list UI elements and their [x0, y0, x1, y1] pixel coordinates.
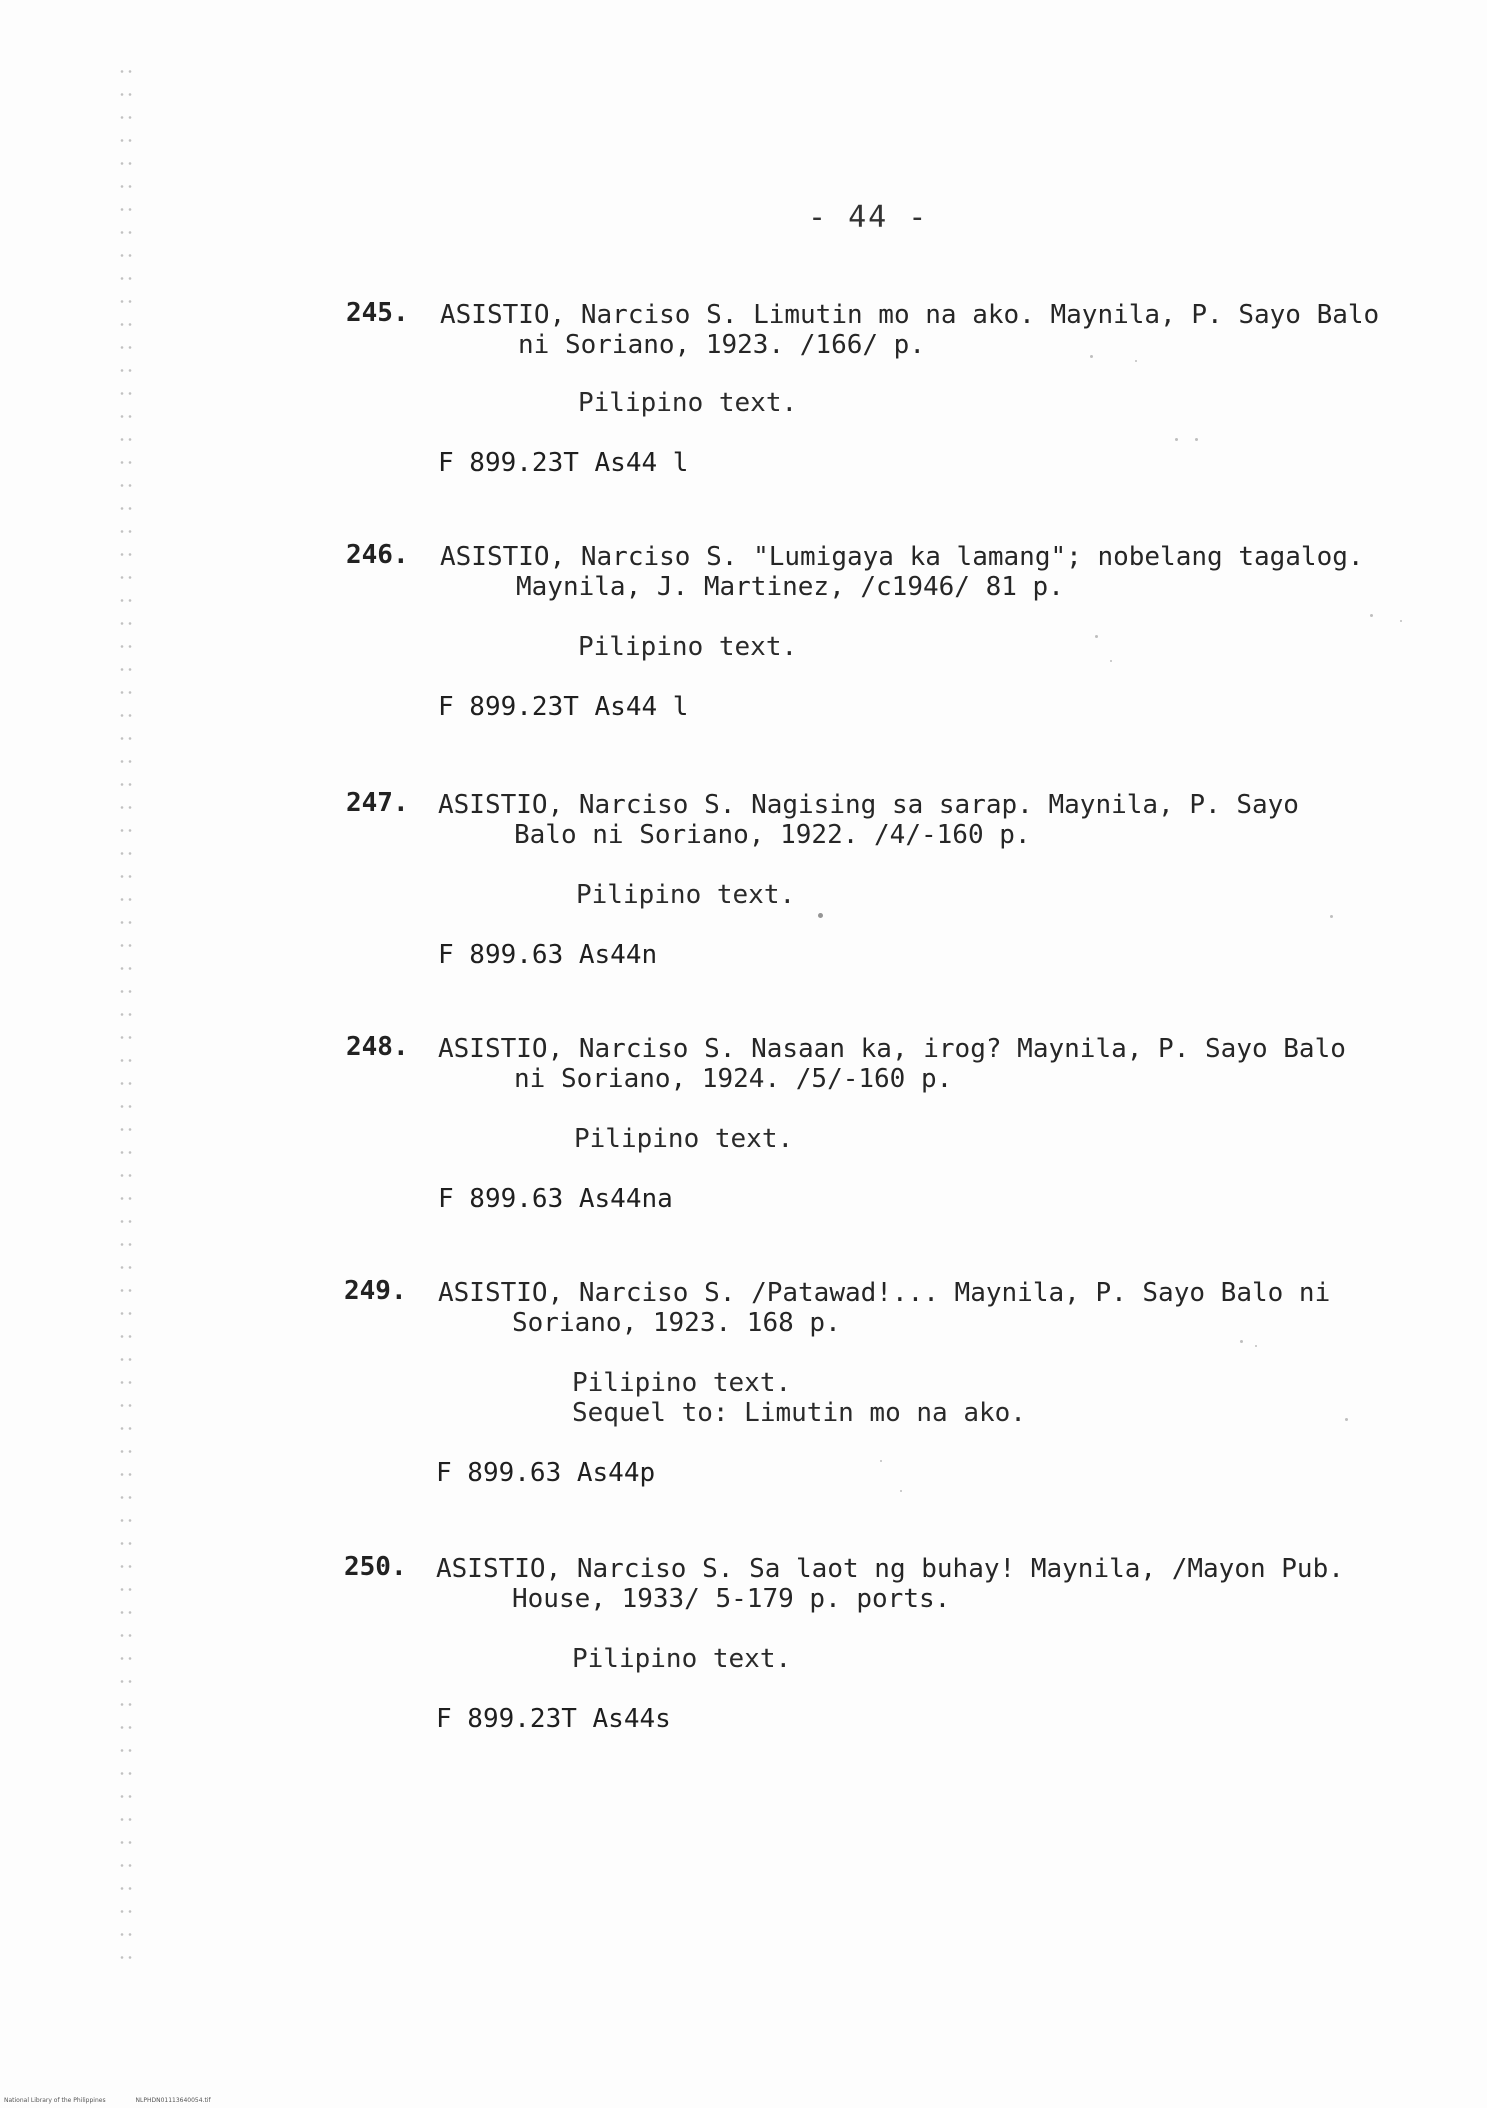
- scan-speckle: [1110, 660, 1112, 662]
- entry-note: Pilipino text.: [574, 1124, 794, 1154]
- entry-note: Pilipino text.: [578, 388, 798, 418]
- scan-speckle: [880, 1460, 882, 1462]
- scan-speckle: [1240, 1340, 1243, 1343]
- entry-line-1: ASISTIO, Narciso S. Sa laot ng buhay! Maynila, /Mayon Pub.: [436, 1554, 1344, 1584]
- entry-line-2: ni Soriano, 1923. /166/ p.: [518, 330, 925, 360]
- entry-number: 245.: [346, 298, 409, 328]
- footer-source: National Library of the Philippines: [4, 2097, 106, 2104]
- entry-number: 246.: [346, 540, 409, 570]
- entry-line-1: ASISTIO, Narciso S. Limutin mo na ako. Maynila, P. Sayo Balo: [440, 300, 1380, 330]
- entry-note-sequel: Sequel to: Limutin mo na ako.: [572, 1398, 1026, 1428]
- call-number: F 899.23T As44s: [436, 1704, 671, 1734]
- scan-speckle: [1135, 360, 1137, 362]
- entry-number: 249.: [344, 1276, 407, 1306]
- scan-speckle: [1255, 1345, 1257, 1347]
- scan-speckle: [1195, 438, 1198, 441]
- margin-speckle-strip: [118, 60, 132, 1960]
- page-number: - 44 -: [808, 200, 929, 235]
- entry-line-2: Maynila, J. Martinez, /c1946/ 81 p.: [516, 572, 1064, 602]
- scan-speckle: [1095, 635, 1098, 638]
- entry-line-2: Soriano, 1923. 168 p.: [512, 1308, 841, 1338]
- call-number: F 899.63 As44n: [438, 940, 658, 970]
- entry-line-2: House, 1933/ 5-179 p. ports.: [512, 1584, 951, 1614]
- scan-speckle: [900, 1490, 902, 1492]
- footer-filename: NLPHDN01113640054.tif: [135, 2097, 211, 2104]
- entry-number: 247.: [346, 788, 409, 818]
- call-number: F 899.23T As44 l: [438, 692, 689, 722]
- call-number: F 899.63 As44p: [436, 1458, 656, 1488]
- entry-line-1: ASISTIO, Narciso S. "Lumigaya ka lamang"; nobelang tagalog.: [440, 542, 1364, 572]
- entry-line-2: ni Soriano, 1924. /5/-160 p.: [514, 1064, 953, 1094]
- scan-speckle: [1330, 915, 1333, 918]
- call-number: F 899.23T As44 l: [438, 448, 689, 478]
- entry-number: 248.: [346, 1032, 409, 1062]
- entry-note: Pilipino text.: [572, 1644, 792, 1674]
- entry-line-1: ASISTIO, Narciso S. Nagising sa sarap. Maynila, P. Sayo: [438, 790, 1299, 820]
- entry-line-1: ASISTIO, Narciso S. /Patawad!... Maynila, P. Sayo Balo ni: [438, 1278, 1331, 1308]
- entry-number: 250.: [344, 1552, 407, 1582]
- entry-note: Pilipino text.: [572, 1368, 792, 1398]
- entry-line-2: Balo ni Soriano, 1922. /4/-160 p.: [514, 820, 1031, 850]
- entry-line-1: ASISTIO, Narciso S. Nasaan ka, irog? Maynila, P. Sayo Balo: [438, 1034, 1346, 1064]
- entry-note: Pilipino text.: [578, 632, 798, 662]
- scan-footer: [4, 2097, 239, 2104]
- scan-speckle: [1345, 1418, 1348, 1421]
- scan-speckle: [1090, 355, 1093, 358]
- entry-note: Pilipino text.: [576, 880, 796, 910]
- call-number: F 899.63 As44na: [438, 1184, 673, 1214]
- scan-speckle: [1175, 438, 1178, 441]
- scan-speckle: [1370, 614, 1373, 617]
- scan-speckle: [1400, 620, 1402, 622]
- scan-speckle: [818, 913, 823, 918]
